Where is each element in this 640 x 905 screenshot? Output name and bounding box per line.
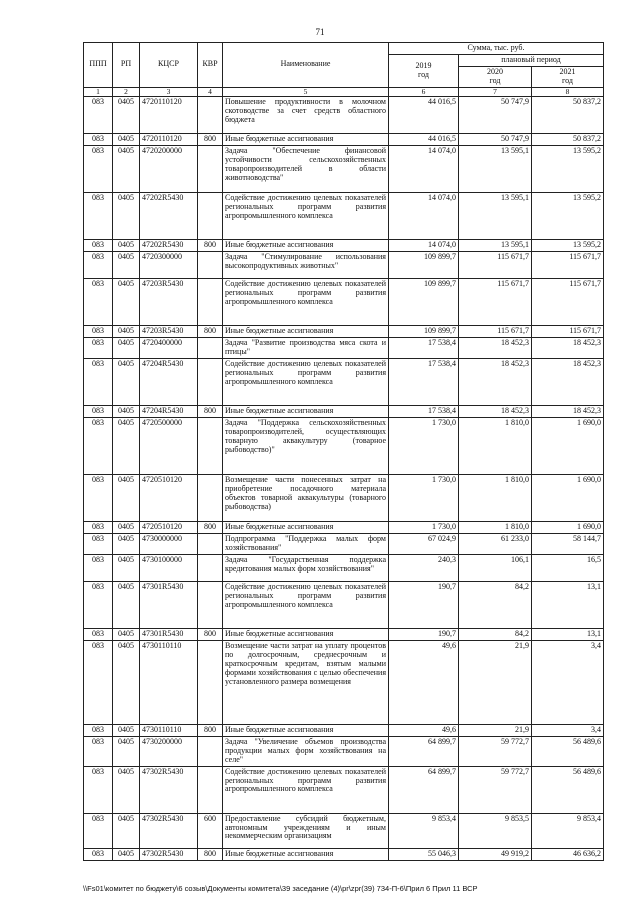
cell-ppp: 083 (84, 554, 113, 581)
table-row (84, 581, 604, 628)
cell-rp: 0405 (113, 193, 140, 240)
cell-rp: 0405 (113, 581, 140, 628)
cell-2021: 115 671,7 (532, 326, 604, 338)
column-number-cell: 7 (459, 87, 532, 96)
cell-name: Иные бюджетные ассигнования (223, 240, 389, 252)
cell-kcsr: 47302R5430 (140, 766, 198, 813)
cell-2019: 49,6 (389, 724, 459, 736)
cell-kcsr: 47302R5430 (140, 813, 198, 848)
cell-kvr (198, 252, 223, 279)
cell-rp: 0405 (113, 252, 140, 279)
cell-name: Иные бюджетные ассигнования (223, 521, 389, 533)
cell-2021: 56 489,6 (532, 736, 604, 766)
cell-2020: 59 772,7 (459, 766, 532, 813)
cell-ppp: 083 (84, 134, 113, 146)
cell-rp: 0405 (113, 766, 140, 813)
cell-kcsr: 4720200000 (140, 146, 198, 193)
cell-name: Задача "Увеличение объемов производства продукции малых форм хозяйствования на селе" (223, 736, 389, 766)
cell-2019: 64 899,7 (389, 766, 459, 813)
cell-kcsr: 4720500000 (140, 417, 198, 474)
cell-kcsr: 47202R5430 (140, 240, 198, 252)
cell-rp: 0405 (113, 533, 140, 554)
cell-kvr: 800 (198, 628, 223, 640)
cell-ppp: 083 (84, 581, 113, 628)
header-rp: РП (113, 43, 140, 88)
cell-kcsr: 4720510120 (140, 521, 198, 533)
cell-2021: 18 452,3 (532, 338, 604, 359)
cell-2019: 44 016,5 (389, 97, 459, 134)
table-row (84, 326, 604, 338)
cell-2019: 64 899,7 (389, 736, 459, 766)
cell-kcsr: 4730110110 (140, 724, 198, 736)
cell-2019: 55 046,3 (389, 848, 459, 860)
table-row (84, 134, 604, 146)
cell-kvr (198, 338, 223, 359)
table-row (84, 766, 604, 813)
cell-2020: 1 810,0 (459, 417, 532, 474)
cell-2020: 50 747,9 (459, 97, 532, 134)
table-row (84, 405, 604, 417)
cell-2019: 1 730,0 (389, 521, 459, 533)
cell-2021: 18 452,3 (532, 405, 604, 417)
cell-rp: 0405 (113, 628, 140, 640)
cell-kvr (198, 358, 223, 405)
cell-ppp: 083 (84, 813, 113, 848)
cell-2021: 50 837,2 (532, 97, 604, 134)
cell-2020: 13 595,1 (459, 240, 532, 252)
cell-kvr: 800 (198, 724, 223, 736)
cell-rp: 0405 (113, 97, 140, 134)
cell-rp: 0405 (113, 521, 140, 533)
cell-kvr (198, 554, 223, 581)
table-row (84, 640, 604, 724)
cell-kvr (198, 474, 223, 521)
cell-2021: 50 837,2 (532, 134, 604, 146)
cell-2021: 1 690,0 (532, 417, 604, 474)
cell-ppp: 083 (84, 736, 113, 766)
cell-2020: 13 595,1 (459, 193, 532, 240)
cell-name: Содействие достижению целевых показателей региональных программ развития агропромышленного комплекса (223, 581, 389, 628)
cell-ppp: 083 (84, 252, 113, 279)
budget-table (83, 42, 604, 861)
cell-rp: 0405 (113, 848, 140, 860)
cell-rp: 0405 (113, 640, 140, 724)
cell-kcsr: 4730000000 (140, 533, 198, 554)
table-row (84, 813, 604, 848)
cell-name: Предоставление субсидий бюджетным, автономным учреждениям и иным некоммерческим организациям (223, 813, 389, 848)
cell-2019: 1 730,0 (389, 474, 459, 521)
cell-rp: 0405 (113, 417, 140, 474)
cell-rp: 0405 (113, 326, 140, 338)
table-row (84, 279, 604, 326)
cell-2021: 13,1 (532, 628, 604, 640)
cell-ppp: 083 (84, 640, 113, 724)
cell-2020: 13 595,1 (459, 146, 532, 193)
table-row (84, 240, 604, 252)
column-number-cell: 2 (113, 87, 140, 96)
column-number-cell: 3 (140, 87, 198, 96)
cell-2020: 115 671,7 (459, 326, 532, 338)
cell-2020: 115 671,7 (459, 279, 532, 326)
header-year-2019: 2019 год (389, 54, 459, 87)
cell-2020: 18 452,3 (459, 405, 532, 417)
table-row (84, 358, 604, 405)
cell-ppp: 083 (84, 193, 113, 240)
cell-2019: 17 538,4 (389, 358, 459, 405)
cell-kvr (198, 640, 223, 724)
cell-kcsr: 4720110120 (140, 134, 198, 146)
header-kvr: КВР (198, 43, 223, 88)
cell-kvr (198, 581, 223, 628)
cell-2020: 49 919,2 (459, 848, 532, 860)
column-number-cell: 6 (389, 87, 459, 96)
cell-name: Содействие достижению целевых показателей региональных программ развития агропромышленного комплекса (223, 358, 389, 405)
column-number-cell: 5 (223, 87, 389, 96)
cell-ppp: 083 (84, 326, 113, 338)
header-name: Наименование (223, 43, 389, 88)
cell-name: Задача "Развитие производства мяса скота и птицы" (223, 338, 389, 359)
table-row (84, 97, 604, 134)
table-row (84, 521, 604, 533)
cell-2021: 56 489,6 (532, 766, 604, 813)
cell-name: Содействие достижению целевых показателей региональных программ развития агропромышленного комплекса (223, 279, 389, 326)
cell-kvr: 800 (198, 240, 223, 252)
cell-2019: 17 538,4 (389, 405, 459, 417)
cell-2019: 1 730,0 (389, 417, 459, 474)
header-kcsr: КЦСР (140, 43, 198, 88)
cell-rp: 0405 (113, 724, 140, 736)
cell-2020: 61 233,0 (459, 533, 532, 554)
cell-kvr (198, 533, 223, 554)
cell-kcsr: 4720510120 (140, 474, 198, 521)
cell-name: Возмещение части понесенных затрат на приобретение посадочного материала объектов товарной аквакультуры (товарного рыбоводства) (223, 474, 389, 521)
cell-kvr (198, 766, 223, 813)
cell-2021: 13 595,2 (532, 240, 604, 252)
cell-name: Задача "Поддержка сельскохозяйственных товаропроизводителей, осуществляющих товарную аквакультуру (товарное рыбоводство)" (223, 417, 389, 474)
cell-kcsr: 4730100000 (140, 554, 198, 581)
cell-2021: 3,4 (532, 640, 604, 724)
cell-2019: 9 853,4 (389, 813, 459, 848)
table-row (84, 533, 604, 554)
header-ppp: ППП (84, 43, 113, 88)
cell-2021: 18 452,3 (532, 358, 604, 405)
table-row (84, 848, 604, 860)
cell-rp: 0405 (113, 474, 140, 521)
cell-2020: 106,1 (459, 554, 532, 581)
cell-2021: 58 144,7 (532, 533, 604, 554)
cell-2019: 109 899,7 (389, 279, 459, 326)
cell-kvr (198, 193, 223, 240)
column-number-row (84, 87, 604, 96)
table-row (84, 252, 604, 279)
cell-kvr (198, 417, 223, 474)
cell-2021: 115 671,7 (532, 252, 604, 279)
cell-2021: 46 636,2 (532, 848, 604, 860)
cell-ppp: 083 (84, 405, 113, 417)
cell-kcsr: 4720110120 (140, 97, 198, 134)
cell-kvr (198, 97, 223, 134)
cell-2020: 18 452,3 (459, 338, 532, 359)
cell-2021: 13,1 (532, 581, 604, 628)
cell-kcsr: 47203R5430 (140, 279, 198, 326)
cell-ppp: 083 (84, 724, 113, 736)
cell-2019: 14 074,0 (389, 240, 459, 252)
cell-2021: 3,4 (532, 724, 604, 736)
cell-rp: 0405 (113, 554, 140, 581)
cell-2019: 109 899,7 (389, 326, 459, 338)
cell-2020: 18 452,3 (459, 358, 532, 405)
table-row (84, 628, 604, 640)
table-row (84, 146, 604, 193)
cell-name: Задача "Государственная поддержка кредитования малых форм хозяйствования" (223, 554, 389, 581)
cell-2019: 190,7 (389, 581, 459, 628)
cell-rp: 0405 (113, 358, 140, 405)
cell-2020: 84,2 (459, 581, 532, 628)
cell-kcsr: 4730110110 (140, 640, 198, 724)
cell-name: Содействие достижению целевых показателей региональных программ развития агропромышленного комплекса (223, 766, 389, 813)
header-year-2020: 2020 год (459, 66, 532, 87)
cell-2019: 14 074,0 (389, 193, 459, 240)
cell-2020: 21,9 (459, 640, 532, 724)
cell-rp: 0405 (113, 736, 140, 766)
header-sum: Сумма, тыс. руб. (389, 43, 604, 55)
cell-2021: 16,5 (532, 554, 604, 581)
column-number-cell: 1 (84, 87, 113, 96)
cell-2020: 1 810,0 (459, 474, 532, 521)
cell-name: Задача "Стимулирование использования высокопродуктивных животных" (223, 252, 389, 279)
cell-ppp: 083 (84, 417, 113, 474)
cell-2019: 240,3 (389, 554, 459, 581)
cell-ppp: 083 (84, 97, 113, 134)
cell-name: Иные бюджетные ассигнования (223, 848, 389, 860)
cell-kcsr: 4730200000 (140, 736, 198, 766)
cell-rp: 0405 (113, 146, 140, 193)
cell-kcsr: 4720300000 (140, 252, 198, 279)
cell-2019: 17 538,4 (389, 338, 459, 359)
cell-2021: 1 690,0 (532, 521, 604, 533)
cell-rp: 0405 (113, 240, 140, 252)
table-row (84, 338, 604, 359)
cell-ppp: 083 (84, 533, 113, 554)
cell-2020: 21,9 (459, 724, 532, 736)
cell-ppp: 083 (84, 338, 113, 359)
cell-2019: 49,6 (389, 640, 459, 724)
cell-ppp: 083 (84, 358, 113, 405)
table-row (84, 417, 604, 474)
cell-name: Иные бюджетные ассигнования (223, 326, 389, 338)
cell-2019: 67 024,9 (389, 533, 459, 554)
cell-name: Возмещение части затрат на уплату процентов по долгосрочным, среднесрочным и краткосрочным кредитам, взятым малыми формами хозяйствования с целью обеспечения установленного размера возмещения (223, 640, 389, 724)
cell-2020: 115 671,7 (459, 252, 532, 279)
cell-name: Повышение продуктивности в молочном скотоводстве за счет средств областного бюджета (223, 97, 389, 134)
cell-2021: 13 595,2 (532, 193, 604, 240)
table-row (84, 736, 604, 766)
cell-2020: 59 772,7 (459, 736, 532, 766)
cell-ppp: 083 (84, 279, 113, 326)
cell-kcsr: 47301R5430 (140, 581, 198, 628)
cell-name: Задача "Обеспечение финансовой устойчивости сельскохозяйственных товаропроизводителей в области животноводства" (223, 146, 389, 193)
cell-kvr: 600 (198, 813, 223, 848)
table-row (84, 724, 604, 736)
cell-name: Иные бюджетные ассигнования (223, 134, 389, 146)
cell-kcsr: 47204R5430 (140, 405, 198, 417)
cell-2020: 9 853,5 (459, 813, 532, 848)
footer-file-path: \\Fs01\комитет по бюджету\6 созыв\Документы комитета\39 заседание (4)\pr\zpr(39) 734-П-6\Прил 6 Прил 11 ВСР (83, 884, 478, 893)
cell-2021: 115 671,7 (532, 279, 604, 326)
cell-ppp: 083 (84, 521, 113, 533)
header-year-2021: 2021 год (532, 66, 604, 87)
cell-2019: 109 899,7 (389, 252, 459, 279)
cell-rp: 0405 (113, 134, 140, 146)
cell-2019: 190,7 (389, 628, 459, 640)
cell-2021: 9 853,4 (532, 813, 604, 848)
cell-kvr: 800 (198, 521, 223, 533)
cell-rp: 0405 (113, 279, 140, 326)
cell-2020: 50 747,9 (459, 134, 532, 146)
cell-kvr: 800 (198, 848, 223, 860)
cell-kcsr: 47302R5430 (140, 848, 198, 860)
page-number: 71 (315, 27, 325, 37)
cell-name: Иные бюджетные ассигнования (223, 405, 389, 417)
cell-ppp: 083 (84, 628, 113, 640)
cell-kcsr: 4720400000 (140, 338, 198, 359)
cell-kcsr: 47204R5430 (140, 358, 198, 405)
column-number-cell: 8 (532, 87, 604, 96)
cell-kvr (198, 146, 223, 193)
cell-kcsr: 47203R5430 (140, 326, 198, 338)
cell-kvr: 800 (198, 326, 223, 338)
cell-2020: 1 810,0 (459, 521, 532, 533)
cell-2020: 84,2 (459, 628, 532, 640)
cell-rp: 0405 (113, 405, 140, 417)
cell-name: Содействие достижению целевых показателей региональных программ развития агропромышленного комплекса (223, 193, 389, 240)
cell-2021: 1 690,0 (532, 474, 604, 521)
cell-kvr (198, 736, 223, 766)
cell-ppp: 083 (84, 146, 113, 193)
cell-ppp: 083 (84, 240, 113, 252)
cell-2019: 44 016,5 (389, 134, 459, 146)
cell-kvr: 800 (198, 405, 223, 417)
table-row (84, 193, 604, 240)
column-number-cell: 4 (198, 87, 223, 96)
cell-name: Иные бюджетные ассигнования (223, 628, 389, 640)
cell-name: Иные бюджетные ассигнования (223, 724, 389, 736)
cell-name: Подпрограмма "Поддержка малых форм хозяйствования" (223, 533, 389, 554)
table-row (84, 474, 604, 521)
table-header-row (84, 43, 604, 55)
cell-kvr: 800 (198, 134, 223, 146)
cell-rp: 0405 (113, 813, 140, 848)
table-row (84, 554, 604, 581)
header-planned-period: плановый период (459, 54, 604, 66)
cell-kcsr: 47301R5430 (140, 628, 198, 640)
cell-kcsr: 47202R5430 (140, 193, 198, 240)
cell-2019: 14 074,0 (389, 146, 459, 193)
cell-ppp: 083 (84, 848, 113, 860)
cell-2021: 13 595,2 (532, 146, 604, 193)
cell-kvr (198, 279, 223, 326)
cell-ppp: 083 (84, 474, 113, 521)
cell-ppp: 083 (84, 766, 113, 813)
cell-rp: 0405 (113, 338, 140, 359)
